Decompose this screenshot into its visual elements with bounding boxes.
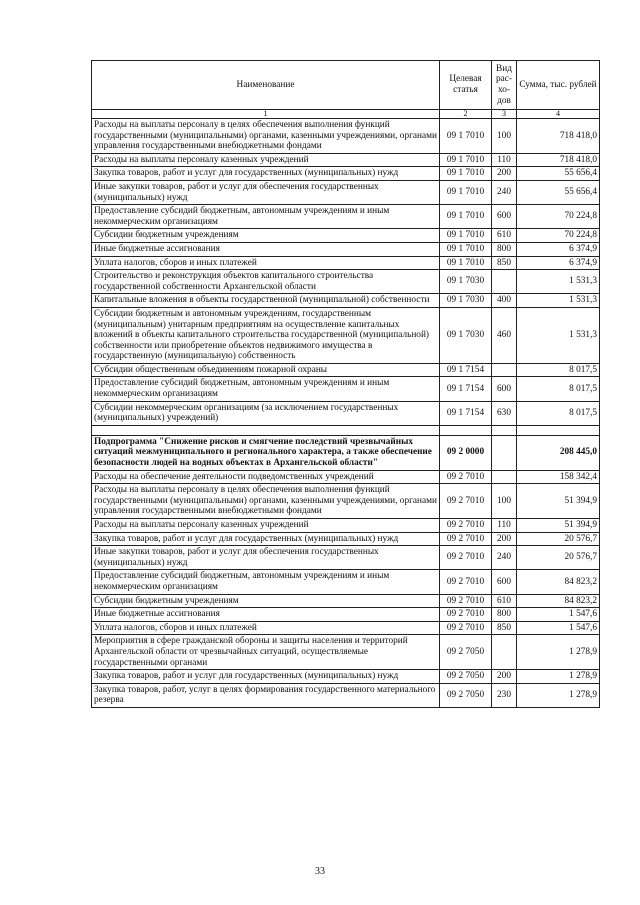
row-name-cell: Мероприятия в сфере гражданской обороны и защиты населения и территорий Архангельской области от чрезвычайных ситуаций, осуществляемые государственными органами [92, 635, 440, 670]
table-row [92, 546, 600, 570]
row-code-cell: 09 2 7010 [440, 621, 492, 635]
row-type-cell: 200 [492, 167, 517, 181]
table-row [92, 608, 600, 622]
row-type-cell [492, 635, 517, 670]
row-name-cell: Расходы на выплаты персоналу казенных учреждений [92, 153, 440, 167]
column-number: 3 [492, 110, 517, 119]
table-row [92, 153, 600, 167]
row-code-cell: 09 1 7010 [440, 229, 492, 243]
row-code-cell: 09 1 7030 [440, 294, 492, 308]
row-type-cell: 110 [492, 153, 517, 167]
row-code-cell: 09 1 7010 [440, 205, 492, 229]
row-sum-cell: 158 342,4 [517, 470, 600, 484]
row-code-cell: 09 2 7050 [440, 635, 492, 670]
column-number: 2 [440, 110, 492, 119]
row-code-cell: 09 2 7010 [440, 570, 492, 594]
row-type-cell: 600 [492, 570, 517, 594]
table-row [92, 242, 600, 256]
table-row [92, 635, 600, 670]
row-code-cell: 09 1 7010 [440, 242, 492, 256]
row-sum-cell: 6 374,9 [517, 242, 600, 256]
page-number: 33 [315, 866, 325, 877]
row-type-cell: 800 [492, 608, 517, 622]
row-sum-cell: 20 576,7 [517, 546, 600, 570]
row-sum-cell: 84 823,2 [517, 594, 600, 608]
row-type-cell: 800 [492, 242, 517, 256]
header-sum: Сумма, тыс. рублей [517, 61, 600, 110]
table-row [92, 119, 600, 154]
row-sum-cell: 8 017,5 [517, 377, 600, 401]
row-type-cell: 240 [492, 180, 517, 204]
document-page [91, 60, 599, 708]
row-code-cell: 09 2 7050 [440, 683, 492, 707]
table-row [92, 470, 600, 484]
row-sum-cell: 6 374,9 [517, 256, 600, 270]
row-sum-cell [517, 425, 600, 435]
row-code-cell: 09 1 7010 [440, 119, 492, 154]
row-name-cell: Капитальные вложения в объекты государственной (муниципальной) собственности [92, 294, 440, 308]
row-name-cell: Субсидии общественным объединениям пожарной охраны [92, 363, 440, 377]
row-type-cell: 460 [492, 307, 517, 363]
row-sum-cell: 718 418,0 [517, 119, 600, 154]
row-name-cell: Закупка товаров, работ, услуг в целях формирования государственного материального резерва [92, 683, 440, 707]
row-sum-cell: 208 445,0 [517, 435, 600, 470]
table-row [92, 256, 600, 270]
row-sum-cell: 1 547,6 [517, 608, 600, 622]
row-type-cell: 400 [492, 294, 517, 308]
row-type-cell: 100 [492, 119, 517, 154]
row-code-cell: 09 2 7010 [440, 594, 492, 608]
row-type-cell [492, 270, 517, 294]
header-row [92, 61, 600, 110]
row-code-cell: 09 2 0000 [440, 435, 492, 470]
row-sum-cell: 20 576,7 [517, 532, 600, 546]
row-type-cell [492, 435, 517, 470]
row-type-cell: 850 [492, 256, 517, 270]
row-name-cell: Предоставление субсидий бюджетным, автономным учреждениям и иным некоммерческим организациям [92, 570, 440, 594]
row-type-cell: 230 [492, 683, 517, 707]
table-row [92, 180, 600, 204]
row-sum-cell: 1 278,9 [517, 635, 600, 670]
table-row [92, 435, 600, 470]
row-code-cell: 09 2 7010 [440, 519, 492, 533]
table-row [92, 167, 600, 181]
table-row [92, 294, 600, 308]
row-type-cell: 600 [492, 377, 517, 401]
row-name-cell: Иные бюджетные ассигнования [92, 608, 440, 622]
row-type-cell: 240 [492, 546, 517, 570]
row-name-cell: Иные закупки товаров, работ и услуг для обеспечения государственных (муниципальных) нужд [92, 180, 440, 204]
row-name-cell: Закупка товаров, работ и услуг для государственных (муниципальных) нужд [92, 670, 440, 684]
row-code-cell: 09 1 7010 [440, 167, 492, 181]
row-code-cell: 09 1 7010 [440, 180, 492, 204]
table-row [92, 229, 600, 243]
row-name-cell: Субсидии бюджетным и автономным учреждениям, государственным (муниципальным) унитарным предприятиям на осуществление капитальных вложений в объекты капитального строительства государственной (муниципальной) собственности или приобретение объектов недвижимого имущества в государственную (муниципальную) собственность [92, 307, 440, 363]
table-row [92, 621, 600, 635]
row-name-cell: Закупка товаров, работ и услуг для государственных (муниципальных) нужд [92, 532, 440, 546]
table-row [92, 519, 600, 533]
row-type-cell: 850 [492, 621, 517, 635]
row-code-cell: 09 2 7010 [440, 470, 492, 484]
row-name-cell: Предоставление субсидий бюджетным, автономным учреждениям и иным некоммерческим организациям [92, 377, 440, 401]
table-row [92, 532, 600, 546]
row-name-cell: Субсидии некоммерческим организациям (за исключением государственных (муниципальных) учреждений) [92, 401, 440, 425]
row-type-cell: 600 [492, 205, 517, 229]
table-row [92, 570, 600, 594]
row-sum-cell: 718 418,0 [517, 153, 600, 167]
row-code-cell: 09 1 7154 [440, 363, 492, 377]
table-row [92, 270, 600, 294]
row-sum-cell: 1 531,3 [517, 294, 600, 308]
row-name-cell: Расходы на выплаты персоналу в целях обеспечения выполнения функций государственными (муниципальными) органами, казенными учреждениями, органами управления государственными внебюджетными фондами [92, 119, 440, 154]
row-code-cell: 09 1 7030 [440, 270, 492, 294]
row-name-cell: Расходы на выплаты персоналу в целях обеспечения выполнения функций государственными (муниципальными) органами, казенными учреждениями, органами управления государственными внебюджетными фондами [92, 484, 440, 519]
budget-table [91, 60, 600, 708]
row-name-cell: Субсидии бюджетным учреждениям [92, 229, 440, 243]
row-sum-cell: 70 224,8 [517, 229, 600, 243]
row-type-cell: 100 [492, 484, 517, 519]
row-sum-cell: 70 224,8 [517, 205, 600, 229]
table-row [92, 484, 600, 519]
row-type-cell: 200 [492, 532, 517, 546]
row-sum-cell: 8 017,5 [517, 363, 600, 377]
row-code-cell: 09 2 7010 [440, 532, 492, 546]
row-name-cell: Иные бюджетные ассигнования [92, 242, 440, 256]
row-code-cell: 09 1 7010 [440, 153, 492, 167]
column-number: 4 [517, 110, 600, 119]
row-name-cell [92, 425, 440, 435]
header-name: Наименование [92, 61, 440, 110]
row-sum-cell: 55 656,4 [517, 167, 600, 181]
row-sum-cell: 1 278,9 [517, 683, 600, 707]
row-name-cell: Субсидии бюджетным учреждениям [92, 594, 440, 608]
row-name-cell: Расходы на обеспечение деятельности подведомственных учреждений [92, 470, 440, 484]
column-number: 1 [92, 110, 440, 119]
row-name-cell: Уплата налогов, сборов и иных платежей [92, 256, 440, 270]
row-type-cell [492, 425, 517, 435]
row-code-cell: 09 2 7010 [440, 484, 492, 519]
row-name-cell: Предоставление субсидий бюджетным, автономным учреждениям и иным некоммерческим организациям [92, 205, 440, 229]
table-row [92, 377, 600, 401]
row-sum-cell: 51 394,9 [517, 484, 600, 519]
table-row [92, 205, 600, 229]
row-code-cell: 09 1 7030 [440, 307, 492, 363]
row-code-cell: 09 2 7050 [440, 670, 492, 684]
row-sum-cell: 84 823,2 [517, 570, 600, 594]
row-code-cell: 09 2 7010 [440, 546, 492, 570]
row-sum-cell: 1 531,3 [517, 307, 600, 363]
row-code-cell [440, 425, 492, 435]
table-row [92, 307, 600, 363]
row-type-cell: 630 [492, 401, 517, 425]
row-type-cell: 200 [492, 670, 517, 684]
table-row [92, 594, 600, 608]
table-row [92, 425, 600, 435]
table-row [92, 670, 600, 684]
table-row [92, 363, 600, 377]
row-name-cell: Закупка товаров, работ и услуг для государственных (муниципальных) нужд [92, 167, 440, 181]
table-row [92, 683, 600, 707]
column-number-row [92, 110, 600, 119]
header-code: Целевая статья [440, 61, 492, 110]
row-name-cell: Уплата налогов, сборов и иных платежей [92, 621, 440, 635]
row-sum-cell: 51 394,9 [517, 519, 600, 533]
row-name-cell: Подпрограмма "Снижение рисков и смягчение последствий чрезвычайных ситуаций межмуниципального и регионального характера, а также обеспечение безопасности людей на водных объектах в Архангельской области" [92, 435, 440, 470]
row-sum-cell: 8 017,5 [517, 401, 600, 425]
table-body [92, 119, 600, 708]
row-sum-cell: 1 547,6 [517, 621, 600, 635]
row-type-cell: 610 [492, 229, 517, 243]
row-sum-cell: 1 278,9 [517, 670, 600, 684]
row-code-cell: 09 1 7154 [440, 401, 492, 425]
row-sum-cell: 55 656,4 [517, 180, 600, 204]
row-name-cell: Строительство и реконструкция объектов капитального строительства государственной собственности Архангельской области [92, 270, 440, 294]
row-type-cell [492, 363, 517, 377]
row-type-cell: 110 [492, 519, 517, 533]
row-name-cell: Расходы на выплаты персоналу казенных учреждений [92, 519, 440, 533]
row-name-cell: Иные закупки товаров, работ и услуг для обеспечения государственных (муниципальных) нужд [92, 546, 440, 570]
row-type-cell: 610 [492, 594, 517, 608]
row-code-cell: 09 1 7154 [440, 377, 492, 401]
row-type-cell [492, 470, 517, 484]
table-row [92, 401, 600, 425]
row-sum-cell: 1 531,3 [517, 270, 600, 294]
row-code-cell: 09 1 7010 [440, 256, 492, 270]
row-code-cell: 09 2 7010 [440, 608, 492, 622]
header-type: Вид рас-хо-дов [492, 61, 517, 110]
